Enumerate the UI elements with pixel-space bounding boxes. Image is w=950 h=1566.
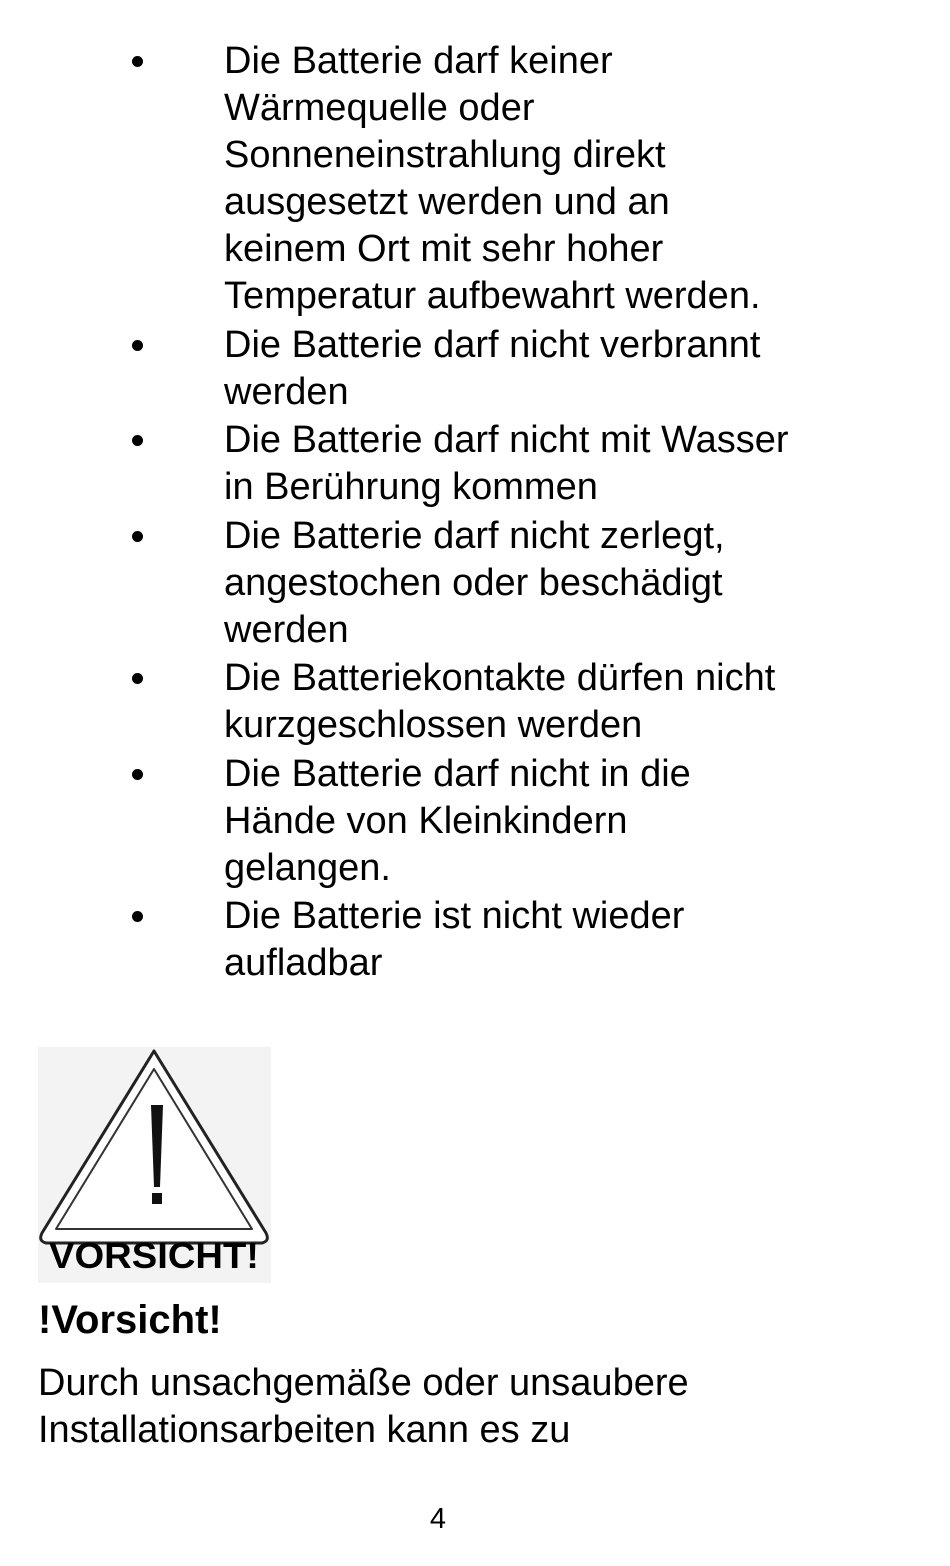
list-item-text: Die Batteriekontakte dürfen nicht kurzgeschlossen werden — [224, 657, 776, 746]
list-item — [0, 655, 950, 749]
bullet-icon — [132, 435, 143, 446]
list-item-text: Die Batterie darf nicht zerlegt, angestochen oder beschädigt werden — [224, 514, 725, 651]
list-item — [0, 322, 950, 416]
list-item — [0, 38, 950, 320]
list-item — [0, 751, 950, 892]
list-item — [0, 417, 950, 511]
list-item-text: Die Batterie darf nicht mit Wasser in Berührung kommen — [224, 419, 789, 508]
page-number: 4 — [429, 1503, 447, 1535]
bullet-icon — [132, 769, 143, 780]
list-item-text: Die Batterie darf nicht in die Hände von Kleinkindern gelangen. — [224, 752, 691, 889]
list-item-text: Die Batterie darf nicht verbrannt werden — [224, 323, 761, 413]
bullet-icon — [132, 911, 143, 922]
list-item-text: Die Batterie darf keiner Wärmequelle oder Sonneneinstrahlung direkt ausgesetzt werden und an keinem Ort mit sehr hoher Temperatur aufbewahrt werden. — [224, 40, 761, 317]
warning-sign-image — [38, 1047, 271, 1283]
bullet-icon — [132, 531, 143, 542]
section-heading: !Vorsicht! — [38, 1298, 222, 1342]
battery-safety-list — [0, 38, 950, 989]
list-item-text: Die Batterie ist nicht wieder aufladbar — [224, 895, 685, 984]
list-item — [0, 513, 950, 654]
list-item — [0, 893, 950, 987]
bullet-icon — [132, 340, 143, 351]
section-body-text: Durch unsachgemäße oder unsaubere Installationsarbeiten kann es zu — [38, 1362, 689, 1451]
warning-sign-label: VORSICHT! — [49, 1235, 259, 1276]
bullet-icon — [132, 56, 143, 67]
warning-triangle-icon — [38, 1047, 271, 1283]
bullet-icon — [132, 673, 143, 684]
